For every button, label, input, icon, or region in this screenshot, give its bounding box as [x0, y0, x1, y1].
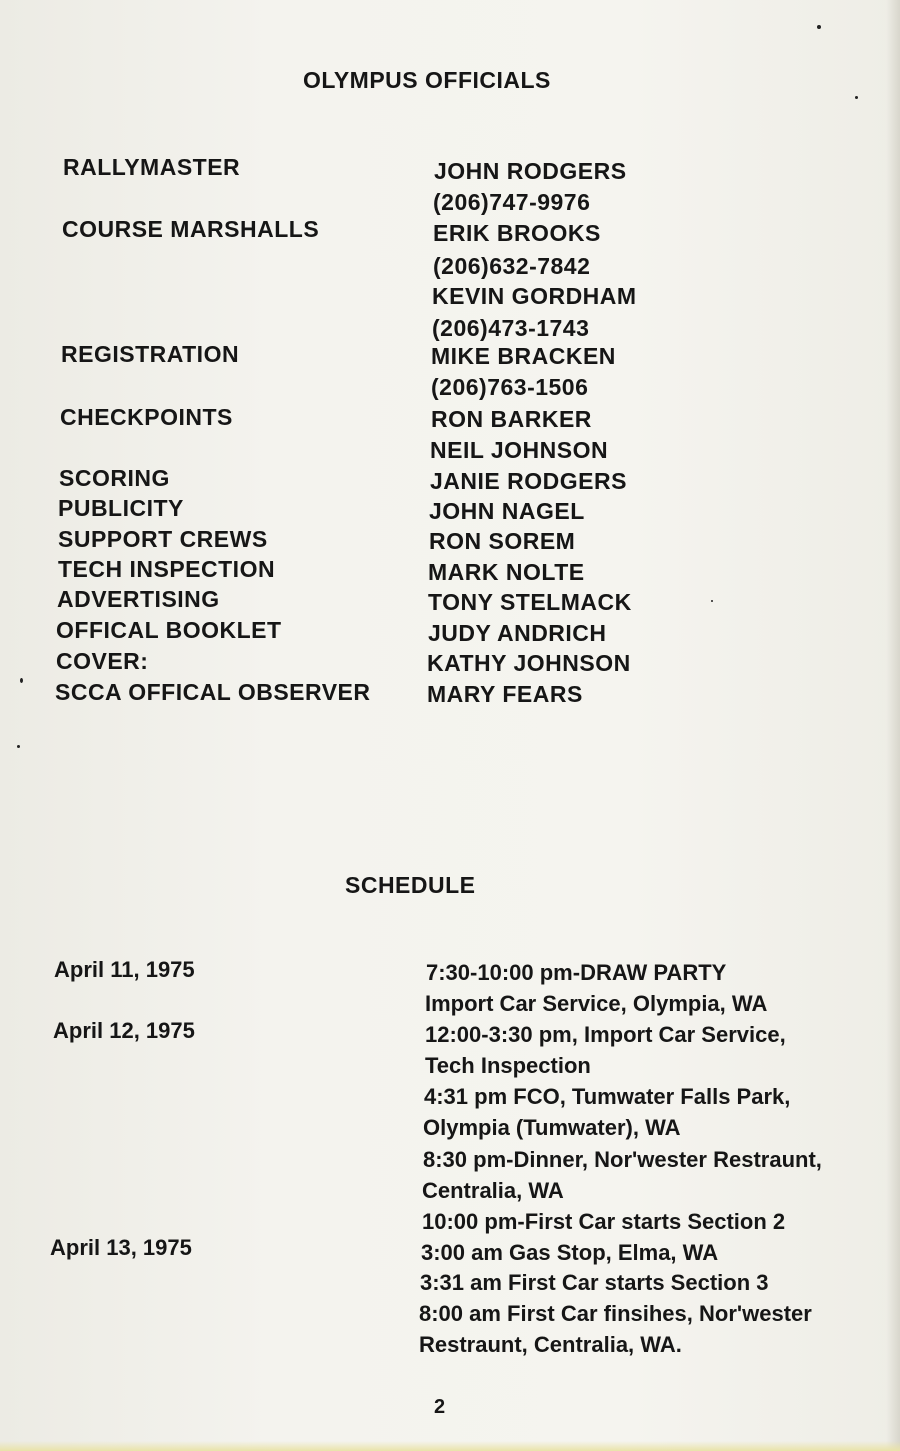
official-name: MIKE BRACKEN — [431, 343, 616, 369]
official-name: JOHN NAGEL — [429, 498, 585, 524]
schedule-date: April 13, 1975 — [50, 1235, 192, 1260]
role-checkpoints: CHECKPOINTS — [60, 404, 233, 430]
official-name: JANIE RODGERS — [430, 468, 627, 494]
role-tech-inspection: TECH INSPECTION — [58, 556, 276, 582]
official-name: KEVIN GORDHAM — [432, 283, 637, 309]
official-name: KATHY JOHNSON — [427, 650, 631, 676]
official-name: RON SOREM — [429, 528, 576, 554]
role-offical-booklet: OFFICAL BOOKLET — [56, 617, 282, 643]
schedule-line: Centralia, WA — [422, 1178, 564, 1203]
official-name: JUDY ANDRICH — [428, 620, 607, 646]
schedule-line: 10:00 pm-First Car starts Section 2 — [422, 1209, 786, 1234]
official-name: ERIK BROOKS — [433, 220, 601, 246]
schedule-line: 8:00 am First Car finsihes, Nor'wester — [419, 1301, 812, 1326]
print-speck — [817, 25, 821, 29]
official-phone: (206)632-7842 — [433, 253, 591, 279]
role-course-marshalls: COURSE MARSHALLS — [62, 216, 320, 242]
schedule-line: Tech Inspection — [425, 1053, 591, 1078]
role-advertising: ADVERTISING — [57, 586, 220, 612]
schedule-line: Olympia (Tumwater), WA — [423, 1115, 681, 1140]
schedule-line: 8:30 pm-Dinner, Nor'wester Restraunt, — [423, 1147, 822, 1172]
print-speck — [20, 678, 23, 683]
page-number: 2 — [434, 1396, 446, 1418]
page-bottom-edge — [0, 1441, 900, 1451]
schedule-line: 7:30-10:00 pm-DRAW PARTY — [426, 960, 727, 985]
schedule-date: April 11, 1975 — [54, 957, 195, 982]
role-publicity: PUBLICITY — [58, 495, 184, 521]
schedule-date: April 12, 1975 — [53, 1018, 195, 1043]
role-registration: REGISTRATION — [61, 341, 240, 367]
role-cover: COVER: — [56, 648, 149, 674]
schedule-title: SCHEDULE — [345, 872, 476, 898]
official-name: MARK NOLTE — [428, 559, 585, 585]
role-scoring: SCORING — [59, 465, 170, 491]
page-edge-shadow — [886, 0, 900, 1451]
official-name: TONY STELMACK — [428, 589, 632, 615]
schedule-line: Import Car Service, Olympia, WA — [425, 991, 768, 1016]
official-name: NEIL JOHNSON — [430, 437, 609, 463]
official-name: JOHN RODGERS — [434, 158, 627, 184]
official-name: MARY FEARS — [427, 681, 583, 707]
print-speck — [17, 745, 20, 748]
role-rallymaster: RALLYMASTER — [63, 154, 241, 180]
official-phone: (206)763-1506 — [431, 374, 589, 400]
role-scca-offical-observer: SCCA OFFICAL OBSERVER — [55, 679, 371, 705]
official-name: RON BARKER — [431, 406, 592, 432]
schedule-line: 3:00 am Gas Stop, Elma, WA — [421, 1240, 719, 1265]
official-phone: (206)747-9976 — [433, 189, 591, 215]
print-speck — [711, 600, 713, 602]
official-phone: (206)473-1743 — [432, 315, 590, 341]
schedule-line: Restraunt, Centralia, WA. — [419, 1332, 682, 1357]
schedule-line: 3:31 am First Car starts Section 3 — [420, 1270, 769, 1295]
officials-title: OLYMPUS OFFICIALS — [303, 67, 551, 93]
print-speck — [855, 96, 858, 99]
schedule-line: 4:31 pm FCO, Tumwater Falls Park, — [424, 1084, 791, 1109]
role-support-crews: SUPPORT CREWS — [58, 526, 268, 552]
schedule-line: 12:00-3:30 pm, Import Car Service, — [425, 1022, 786, 1047]
